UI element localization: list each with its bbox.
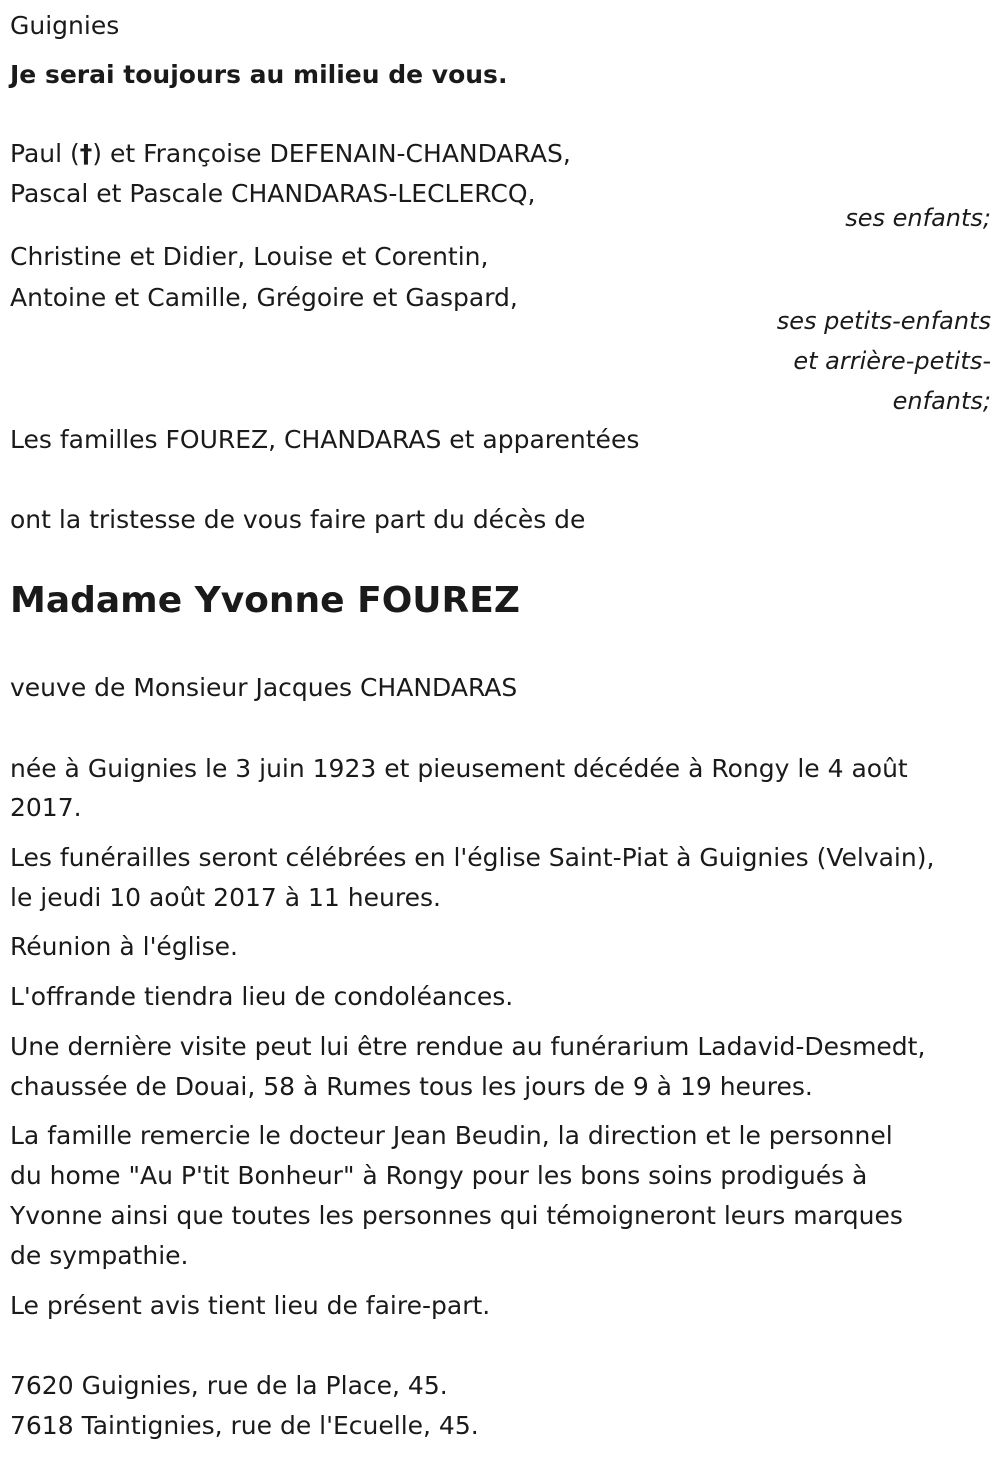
grandchildren-role-1: ses petits-enfants <box>776 307 991 335</box>
visit-line-1: Une dernière visite peut lui être rendue au funérarium Ladavid-Desmedt, <box>10 1032 926 1061</box>
notice: Le présent avis tient lieu de faire-part. <box>10 1291 491 1320</box>
grandchildren-role-3: enfants; <box>892 387 991 415</box>
grandchildren-line-1: Christine et Didier, Louise et Corentin, <box>10 242 489 271</box>
birth-death-line-1: née à Guignies le 3 juin 1923 et pieusement décédée à Rongy le 4 août <box>10 754 908 783</box>
deceased-name: Madame Yvonne FOUREZ <box>10 580 520 621</box>
grandchildren-role-2: et arrière-petits- <box>793 347 991 375</box>
birth-death-line-2: 2017. <box>10 793 82 822</box>
children-line-1-prefix: Paul ( <box>10 139 80 168</box>
funeral-line-2: le jeudi 10 août 2017 à 11 heures. <box>10 883 441 912</box>
visit-line-2: chaussée de Douai, 58 à Rumes tous les jours de 9 à 19 heures. <box>10 1072 813 1101</box>
spouse: veuve de Monsieur Jacques CHANDARAS <box>10 673 518 702</box>
thanks-line-1: La famille remercie le docteur Jean Beudin, la direction et le personnel <box>10 1121 893 1150</box>
offering: L'offrande tiendra lieu de condoléances. <box>10 982 514 1011</box>
children-line-2: Pascal et Pascale CHANDARAS-LECLERCQ, <box>10 179 536 208</box>
children-line-1 <box>10 134 571 174</box>
announcement: ont la tristesse de vous faire part du décès de <box>10 505 586 534</box>
address-line-1: 7620 Guignies, rue de la Place, 45. <box>10 1371 448 1400</box>
thanks-line-2: du home "Au P'tit Bonheur" à Rongy pour les bons soins prodigués à <box>10 1161 868 1190</box>
address-line-2: 7618 Taintignies, rue de l'Ecuelle, 45. <box>10 1411 479 1440</box>
location-header: Guignies <box>10 11 120 40</box>
cross-icon: † <box>79 139 93 168</box>
thanks-line-3: Yvonne ainsi que toutes les personnes qui témoigneront leurs marques <box>10 1201 903 1230</box>
funeral-line-1: Les funérailles seront célébrées en l'église Saint-Piat à Guignies (Velvain), <box>10 843 935 872</box>
children-line-1-suffix: ) et Françoise DEFENAIN-CHANDARAS, <box>92 139 571 168</box>
thanks-line-4: de sympathie. <box>10 1241 189 1270</box>
quote: Je serai toujours au milieu de vous. <box>10 60 508 89</box>
children-role: ses enfants; <box>845 204 991 232</box>
families: Les familles FOUREZ, CHANDARAS et apparentées <box>10 425 640 454</box>
grandchildren-line-2: Antoine et Camille, Grégoire et Gaspard, <box>10 283 518 312</box>
meeting: Réunion à l'église. <box>10 932 238 961</box>
